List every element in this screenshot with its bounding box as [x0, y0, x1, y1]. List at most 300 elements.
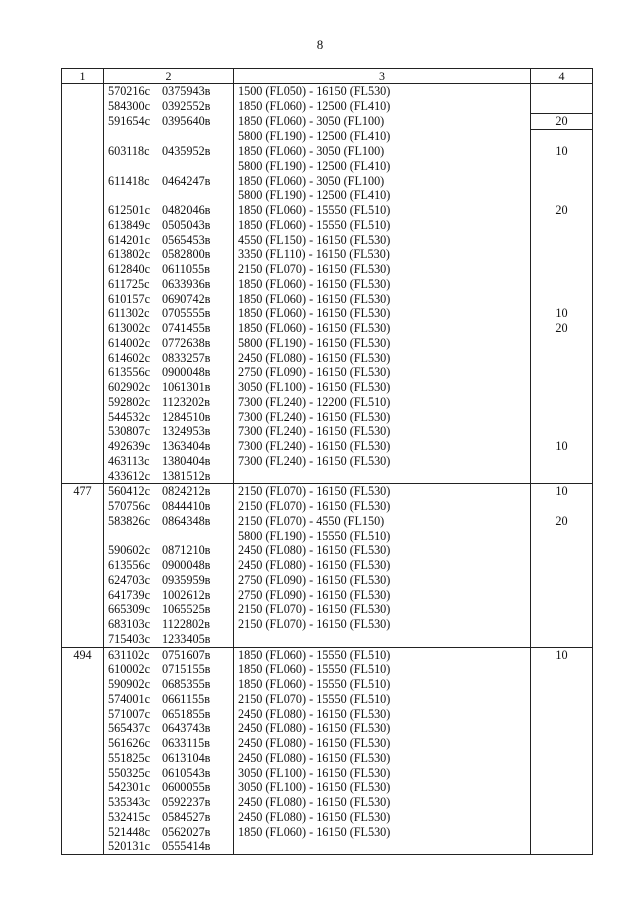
coordinates-cell — [104, 588, 234, 603]
table-row — [62, 410, 593, 425]
group-number-cell — [62, 84, 104, 99]
coordinates-cell — [104, 188, 234, 203]
altitude-range-cell: 2450 (FL080) - 16150 (FL530) — [234, 751, 531, 766]
longitude-code: 0864348в — [162, 513, 211, 528]
group-number-cell — [62, 351, 104, 366]
table-body — [62, 84, 593, 855]
table-row — [62, 439, 593, 454]
altitude-range-cell: 2150 (FL070) - 16150 (FL530) — [234, 602, 531, 617]
longitude-code: 0464247в — [162, 173, 211, 188]
latitude-code: 521448с — [108, 824, 150, 839]
altitude-range-cell: 2150 (FL070) - 16150 (FL530) — [234, 499, 531, 514]
longitude-code: 0633115в — [162, 736, 210, 750]
table-row — [62, 99, 593, 114]
latitude-code: 641739с — [108, 587, 150, 602]
group-number-cell — [62, 306, 104, 321]
longitude-code: 0482046в — [162, 203, 211, 217]
altitude-range-cell: 2750 (FL090) - 16150 (FL530) — [234, 365, 531, 380]
altitude-range-cell: 5800 (FL190) - 12500 (FL410) — [234, 159, 531, 174]
altitude-range-cell: 1850 (FL060) - 15550 (FL510) — [234, 647, 531, 662]
value-cell — [531, 247, 593, 262]
value-cell — [531, 795, 593, 810]
altitude-range-cell: 2750 (FL090) - 16150 (FL530) — [234, 573, 531, 588]
column-header-3: 3 — [234, 69, 531, 84]
group-number-cell — [62, 159, 104, 174]
latitude-code: 612840с — [108, 262, 150, 276]
latitude-code: 614602с — [108, 350, 150, 365]
value-cell — [531, 707, 593, 722]
coordinates-cell — [104, 262, 234, 277]
latitude-code: 611418с — [108, 173, 150, 188]
longitude-code: 0565453в — [162, 232, 211, 247]
longitude-code: 1233405в — [162, 631, 211, 646]
group-number-cell — [62, 632, 104, 647]
value-cell — [531, 499, 593, 514]
group-number-cell — [62, 588, 104, 603]
group-number-cell — [62, 662, 104, 677]
latitude-code: 624703с — [108, 572, 150, 587]
longitude-code: 0824212в — [162, 484, 211, 499]
latitude-code: 570756с — [108, 499, 150, 513]
table-row — [62, 336, 593, 351]
latitude-code: 613556с — [108, 365, 150, 380]
coordinates-cell — [104, 484, 234, 499]
table-row — [62, 380, 593, 395]
group-number-cell — [62, 365, 104, 380]
longitude-code: 0611055в — [162, 262, 210, 276]
coordinates-cell — [104, 736, 234, 751]
altitude-range-cell: 3050 (FL100) - 16150 (FL530) — [234, 766, 531, 781]
group-number-cell — [62, 321, 104, 336]
longitude-code: 0555414в — [162, 839, 211, 854]
altitude-range-cell: 2750 (FL090) - 16150 (FL530) — [234, 588, 531, 603]
table-row — [62, 144, 593, 159]
table-row — [62, 277, 593, 292]
coordinates-cell — [104, 839, 234, 854]
value-cell — [531, 573, 593, 588]
coordinates-cell — [104, 721, 234, 736]
table-row — [62, 351, 593, 366]
altitude-range-cell: 3050 (FL100) - 16150 (FL530) — [234, 380, 531, 395]
altitude-range-cell — [234, 839, 531, 854]
longitude-code: 1123202в — [162, 394, 210, 409]
table-row — [62, 632, 593, 647]
table-row — [62, 365, 593, 380]
altitude-range-cell — [234, 632, 531, 647]
value-cell: 20 — [531, 321, 593, 336]
altitude-range-cell — [234, 469, 531, 484]
latitude-code: 610157с — [108, 291, 150, 306]
table-row — [62, 766, 593, 781]
value-cell — [531, 365, 593, 380]
value-cell — [531, 588, 593, 603]
table-row — [62, 395, 593, 410]
coordinates-cell — [104, 543, 234, 558]
latitude-code: 613556с — [108, 558, 150, 572]
value-cell — [531, 99, 593, 114]
latitude-code: 611302с — [108, 306, 150, 321]
altitude-range-cell: 7300 (FL240) - 16150 (FL530) — [234, 424, 531, 439]
latitude-code: 565437с — [108, 721, 150, 736]
group-number-cell — [62, 736, 104, 751]
group-number-cell — [62, 424, 104, 439]
value-cell — [531, 292, 593, 307]
longitude-code: 0751607в — [162, 647, 211, 662]
table-row — [62, 839, 593, 854]
coordinates-cell — [104, 529, 234, 544]
latitude-code: 613849с — [108, 217, 150, 232]
value-cell: 20 — [531, 514, 593, 529]
altitude-range-cell: 2450 (FL080) - 16150 (FL530) — [234, 707, 531, 722]
group-number-cell — [62, 810, 104, 825]
longitude-code: 1363404в — [162, 439, 211, 453]
group-number-cell — [62, 499, 104, 514]
coordinates-cell — [104, 499, 234, 514]
coordinates-cell — [104, 159, 234, 174]
group-number-cell — [62, 262, 104, 277]
coordinates-cell — [104, 380, 234, 395]
coordinates-cell — [104, 692, 234, 707]
group-number-cell — [62, 129, 104, 144]
coordinates-cell — [104, 336, 234, 351]
longitude-code: 0395640в — [162, 113, 211, 128]
table-row — [62, 721, 593, 736]
coordinates-cell — [104, 351, 234, 366]
coordinates-cell — [104, 174, 234, 189]
latitude-code: 613802с — [108, 247, 150, 262]
latitude-code: 551825с — [108, 750, 150, 765]
latitude-code: 463113с — [108, 453, 150, 468]
latitude-code: 665309с — [108, 602, 150, 617]
latitude-code: 614201с — [108, 232, 150, 247]
table-row — [62, 469, 593, 484]
group-number-cell — [62, 529, 104, 544]
latitude-code: 591654с — [108, 113, 150, 128]
coordinates-cell — [104, 573, 234, 588]
table-row — [62, 262, 593, 277]
latitude-code: 612501с — [108, 203, 150, 217]
coordinates-cell — [104, 410, 234, 425]
latitude-code: 613002с — [108, 321, 150, 335]
table-row — [62, 825, 593, 840]
table-row — [62, 499, 593, 514]
longitude-code: 0715155в — [162, 662, 211, 677]
value-cell — [531, 543, 593, 558]
longitude-code: 0935959в — [162, 572, 211, 587]
value-cell — [531, 351, 593, 366]
value-cell — [531, 410, 593, 425]
coordinates-cell — [104, 218, 234, 233]
altitude-range-cell: 1850 (FL060) - 3050 (FL100) — [234, 144, 531, 159]
latitude-code: 683103с — [108, 617, 150, 631]
longitude-code: 1122802в — [162, 617, 210, 631]
coordinates-cell — [104, 84, 234, 99]
value-cell — [531, 825, 593, 840]
value-cell — [531, 188, 593, 203]
value-cell — [531, 233, 593, 248]
coordinates-cell — [104, 795, 234, 810]
longitude-code: 1324953в — [162, 424, 211, 439]
latitude-code: 544532с — [108, 409, 150, 424]
value-cell — [531, 395, 593, 410]
latitude-code: 542301с — [108, 780, 150, 795]
coordinates-cell — [104, 558, 234, 573]
group-number-cell — [62, 707, 104, 722]
group-number-cell: 494 — [62, 647, 104, 662]
group-number-cell — [62, 410, 104, 425]
latitude-code: 520131с — [108, 839, 150, 854]
coordinates-cell — [104, 469, 234, 484]
longitude-code: 1002612в — [162, 587, 211, 602]
value-cell — [531, 529, 593, 544]
coordinates-cell — [104, 129, 234, 144]
longitude-code: 1380404в — [162, 453, 211, 468]
group-number-cell — [62, 336, 104, 351]
group-number-cell — [62, 144, 104, 159]
coordinates-cell — [104, 810, 234, 825]
table-row — [62, 203, 593, 218]
table-row — [62, 543, 593, 558]
altitude-range-cell: 1850 (FL060) - 3050 (FL100) — [234, 114, 531, 130]
table-row — [62, 233, 593, 248]
table-row — [62, 707, 593, 722]
table-row — [62, 514, 593, 529]
coordinates-cell — [104, 424, 234, 439]
group-number-cell — [62, 469, 104, 484]
value-cell — [531, 662, 593, 677]
table-header-row — [62, 69, 593, 84]
coordinates-cell — [104, 277, 234, 292]
group-number-cell: 477 — [62, 484, 104, 499]
longitude-code: 0772638в — [162, 335, 211, 350]
value-cell — [531, 454, 593, 469]
longitude-code: 0685355в — [162, 677, 211, 691]
latitude-code: 561626с — [108, 736, 150, 750]
coordinates-cell — [104, 233, 234, 248]
group-number-cell — [62, 573, 104, 588]
latitude-code: 532415с — [108, 809, 150, 824]
altitude-range-cell: 1850 (FL060) - 15550 (FL510) — [234, 218, 531, 233]
latitude-code: 584300с — [108, 98, 150, 113]
coordinates-cell — [104, 292, 234, 307]
value-cell — [531, 810, 593, 825]
table-row — [62, 662, 593, 677]
table-row — [62, 292, 593, 307]
latitude-code: 590902с — [108, 677, 150, 691]
table-row — [62, 647, 593, 662]
coordinates-cell — [104, 99, 234, 114]
group-number-cell — [62, 514, 104, 529]
altitude-range-cell: 2150 (FL070) - 16150 (FL530) — [234, 617, 531, 632]
table-row — [62, 677, 593, 692]
table-row — [62, 573, 593, 588]
coordinates-cell — [104, 114, 234, 130]
longitude-code: 0833257в — [162, 350, 211, 365]
value-cell — [531, 766, 593, 781]
value-cell: 20 — [531, 203, 593, 218]
value-cell — [531, 469, 593, 484]
coordinates-cell — [104, 144, 234, 159]
group-number-cell — [62, 439, 104, 454]
group-number-cell — [62, 277, 104, 292]
altitude-range-cell: 1850 (FL060) - 16150 (FL530) — [234, 306, 531, 321]
coordinates-cell — [104, 617, 234, 632]
group-number-cell — [62, 692, 104, 707]
value-cell: 20 — [531, 114, 593, 130]
coordinates-cell — [104, 647, 234, 662]
value-cell — [531, 380, 593, 395]
longitude-code: 0392552в — [162, 98, 211, 113]
value-cell: 10 — [531, 306, 593, 321]
altitude-range-cell: 7300 (FL240) - 16150 (FL530) — [234, 410, 531, 425]
value-cell — [531, 262, 593, 277]
coordinates-cell — [104, 751, 234, 766]
value-cell — [531, 129, 593, 144]
table-row — [62, 558, 593, 573]
value-cell — [531, 336, 593, 351]
group-number-cell — [62, 114, 104, 130]
longitude-code: 0844410в — [162, 499, 211, 513]
altitude-range-cell: 1850 (FL060) - 15550 (FL510) — [234, 203, 531, 218]
group-number-cell — [62, 218, 104, 233]
table-row — [62, 321, 593, 336]
altitude-range-cell: 1850 (FL060) - 16150 (FL530) — [234, 277, 531, 292]
value-cell — [531, 677, 593, 692]
table-row — [62, 188, 593, 203]
coordinates-cell — [104, 321, 234, 336]
altitude-range-cell: 5800 (FL190) - 12500 (FL410) — [234, 129, 531, 144]
group-number-cell — [62, 825, 104, 840]
table-row — [62, 424, 593, 439]
value-cell: 10 — [531, 484, 593, 499]
latitude-code: 603118с — [108, 144, 150, 158]
group-number-cell — [62, 380, 104, 395]
value-cell — [531, 602, 593, 617]
group-number-cell — [62, 602, 104, 617]
altitude-range-cell: 1850 (FL060) - 16150 (FL530) — [234, 292, 531, 307]
longitude-code: 0584527в — [162, 809, 211, 824]
altitude-range-cell: 1500 (FL050) - 16150 (FL530) — [234, 84, 531, 99]
table-row — [62, 454, 593, 469]
table-row — [62, 795, 593, 810]
table-row — [62, 602, 593, 617]
altitude-range-cell: 4550 (FL150) - 16150 (FL530) — [234, 233, 531, 248]
altitude-range-cell: 2150 (FL070) - 16150 (FL530) — [234, 262, 531, 277]
value-cell — [531, 721, 593, 736]
latitude-code: 631102с — [108, 647, 150, 662]
group-number-cell — [62, 721, 104, 736]
coordinates-cell — [104, 203, 234, 218]
longitude-code: 1284510в — [162, 409, 211, 424]
longitude-code: 1061301в — [162, 380, 211, 394]
group-number-cell — [62, 617, 104, 632]
altitude-range-cell: 2450 (FL080) - 16150 (FL530) — [234, 736, 531, 751]
value-cell — [531, 632, 593, 647]
coordinates-cell — [104, 632, 234, 647]
coordinates-cell — [104, 780, 234, 795]
table-row — [62, 588, 593, 603]
coordinates-cell — [104, 247, 234, 262]
value-cell — [531, 736, 593, 751]
latitude-code: 611725с — [108, 276, 150, 291]
altitude-range-cell: 1850 (FL060) - 15550 (FL510) — [234, 662, 531, 677]
longitude-code: 0705555в — [162, 306, 211, 321]
table-row — [62, 174, 593, 189]
value-cell — [531, 159, 593, 174]
group-number-cell — [62, 795, 104, 810]
table-row — [62, 84, 593, 99]
altitude-range-cell: 2450 (FL080) - 16150 (FL530) — [234, 351, 531, 366]
latitude-code: 614002с — [108, 335, 150, 350]
coordinates-cell — [104, 365, 234, 380]
column-header-1: 1 — [62, 69, 104, 84]
value-cell: 10 — [531, 144, 593, 159]
coordinates-cell — [104, 766, 234, 781]
group-number-cell — [62, 292, 104, 307]
longitude-code: 0435952в — [162, 144, 211, 158]
altitude-range-cell: 7300 (FL240) - 16150 (FL530) — [234, 439, 531, 454]
coordinates-cell — [104, 306, 234, 321]
altitude-range-cell: 2150 (FL070) - 15550 (FL510) — [234, 692, 531, 707]
latitude-code: 530807с — [108, 424, 150, 439]
value-cell — [531, 751, 593, 766]
latitude-code: 574001с — [108, 691, 150, 706]
group-number-cell — [62, 188, 104, 203]
table-row — [62, 484, 593, 499]
longitude-code: 0900048в — [162, 558, 211, 572]
group-number-cell — [62, 677, 104, 692]
value-cell — [531, 558, 593, 573]
longitude-code: 0582800в — [162, 247, 211, 262]
altitude-range-cell: 1850 (FL060) - 12500 (FL410) — [234, 99, 531, 114]
coordinates-cell — [104, 707, 234, 722]
latitude-code: 492639с — [108, 439, 150, 453]
longitude-code: 0592237в — [162, 795, 211, 809]
table-row — [62, 810, 593, 825]
longitude-code: 0741455в — [162, 321, 211, 335]
latitude-code: 610002с — [108, 662, 150, 677]
altitude-range-cell: 1850 (FL060) - 3050 (FL100) — [234, 174, 531, 189]
coordinates-cell — [104, 602, 234, 617]
group-number-cell — [62, 99, 104, 114]
coordinates-cell — [104, 662, 234, 677]
group-number-cell — [62, 839, 104, 854]
longitude-code: 0871210в — [162, 543, 211, 558]
latitude-code: 592802с — [108, 394, 150, 409]
value-cell — [531, 84, 593, 99]
latitude-code: 571007с — [108, 706, 150, 721]
longitude-code: 0375943в — [162, 84, 211, 98]
value-cell: 10 — [531, 439, 593, 454]
value-cell — [531, 617, 593, 632]
altitude-range-cell: 1850 (FL060) - 16150 (FL530) — [234, 321, 531, 336]
longitude-code: 0661155в — [162, 691, 210, 706]
altitude-range-cell: 7300 (FL240) - 12200 (FL510) — [234, 395, 531, 410]
longitude-code: 0643743в — [162, 721, 211, 736]
table-row — [62, 736, 593, 751]
altitude-range-cell: 2450 (FL080) - 16150 (FL530) — [234, 721, 531, 736]
latitude-code: 550325с — [108, 765, 150, 780]
latitude-code: 715403с — [108, 631, 150, 646]
longitude-code: 0633936в — [162, 276, 211, 291]
group-number-cell — [62, 174, 104, 189]
altitude-range-cell: 3350 (FL110) - 16150 (FL530) — [234, 247, 531, 262]
latitude-code: 602902с — [108, 380, 150, 394]
table-row — [62, 306, 593, 321]
group-number-cell — [62, 247, 104, 262]
value-cell — [531, 174, 593, 189]
group-number-cell — [62, 558, 104, 573]
